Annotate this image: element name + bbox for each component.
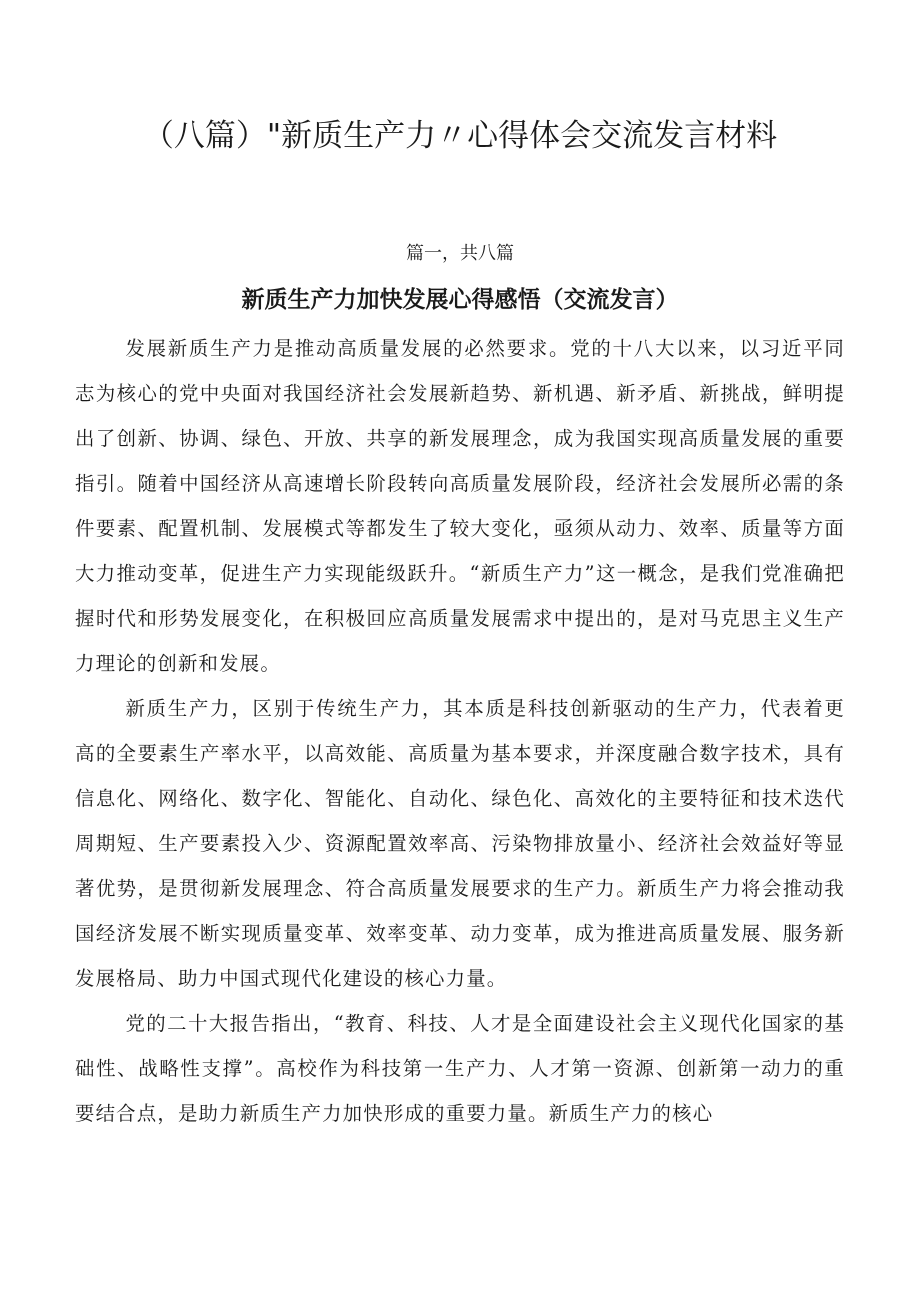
section-label: 篇一，共八篇 xyxy=(406,243,514,264)
section-heading: 新质生产力加快发展心得感悟（交流发言） xyxy=(241,287,679,313)
document-body xyxy=(75,326,845,1136)
paragraph-2: 新质生产力，区别于传统生产力，其本质是科技创新驱动的生产力，代表着更高的全要素生产率水平，以高效能、高质量为基本要求，并深度融合数字技术，具有信息化、网络化、数字化、智能化、自动化、绿色化、高效化的主要特征和技术迭代周期短、生产要素投入少、资源配置效率高、污染物排放量小、经济社会效益好等显著优势，是贯彻新发展理念、符合高质量发展要求的生产力。新质生产力将会推动我国经济发展不断实现质量变革、效率变革、动力变革，成为推进高质量发展、服务新发展格局、助力中国式现代化建设的核心力量。 xyxy=(75,697,845,990)
paragraph-3: 党的二十大报告指出，“教育、科技、人才是全面建设社会主义现代化国家的基础性、战略性支撑”。高校作为科技第一生产力、人才第一资源、创新第一动力的重要结合点，是助力新质生产力加快形成的重要力量。新质生产力的核心 xyxy=(75,1012,845,1125)
paragraph-1: 发展新质生产力是推动高质量发展的必然要求。党的十八大以来，以习近平同志为核心的党中央面对我国经济社会发展新趋势、新机遇、新矛盾、新挑战，鲜明提出了创新、协调、绿色、开放、共享的新发展理念，成为我国实现高质量发展的重要指引。随着中国经济从高速增长阶段转向高质量发展阶段，经济社会发展所必需的条件要素、配置机制、发展模式等都发生了较大变化，亟须从动力、效率、质量等方面大力推动变革，促进生产力实现能级跃升。“新质生产力”这一概念，是我们党准确把握时代和形势发展变化，在积极回应高质量发展需求中提出的，是对马克思主义生产力理论的创新和发展。 xyxy=(75,337,845,675)
document-title: （八篇）"新质生产力〃心得体会交流发言材料 xyxy=(142,118,778,154)
